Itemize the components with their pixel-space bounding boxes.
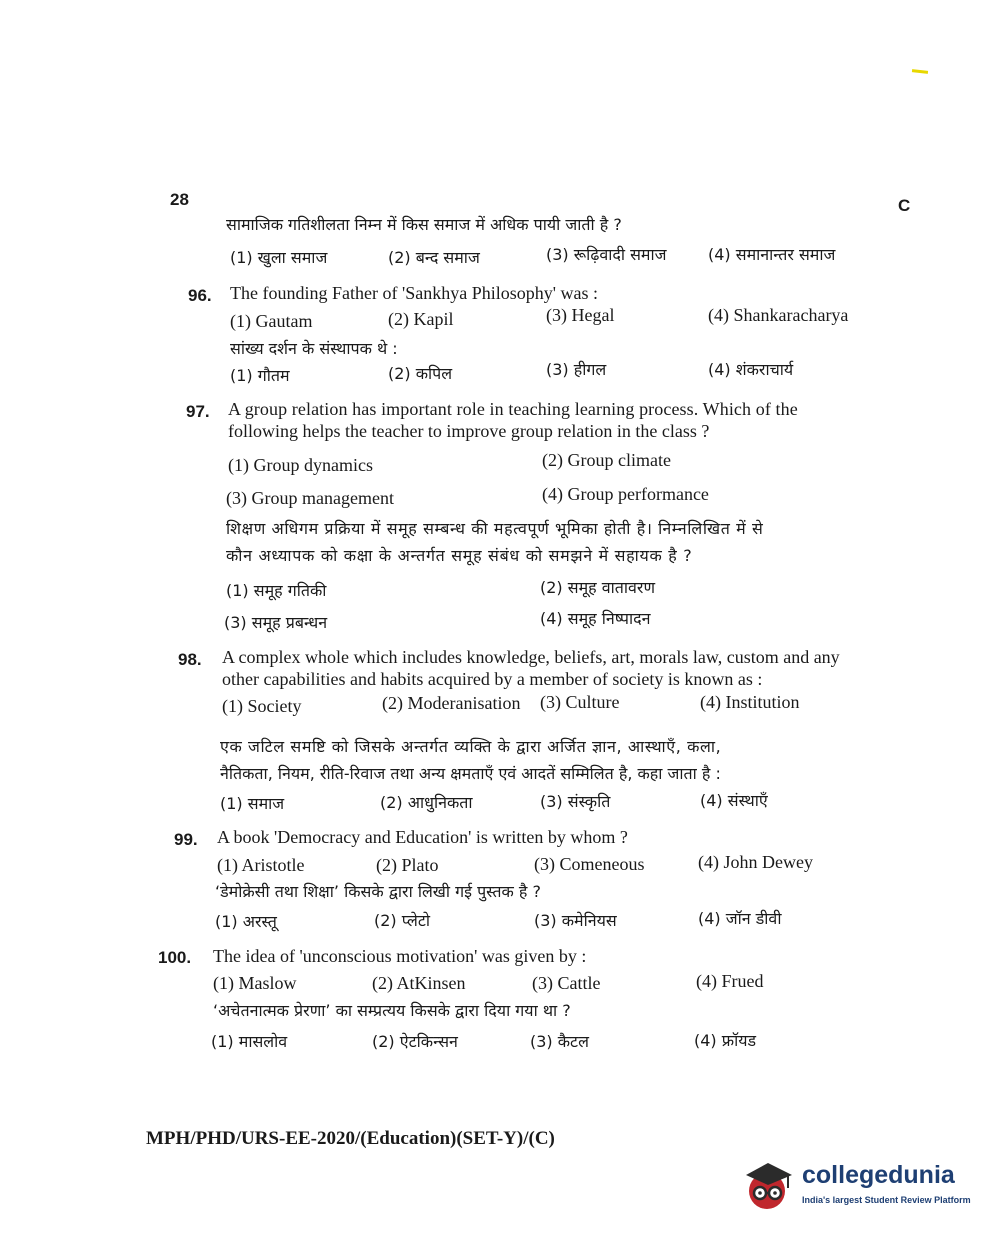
q99-hindi-option-4: (4) जॉन डीवी xyxy=(698,909,782,928)
q95-hindi-option-1: (1) खुला समाज xyxy=(230,248,328,267)
q95-hindi-option-4: (4) समानान्तर समाज xyxy=(708,245,836,264)
q95-hindi-option-2: (2) बन्द समाज xyxy=(388,248,480,267)
q96-option-3: (3) Hegal xyxy=(546,305,615,325)
q98-hindi-question-line-2: नैतिकता, नियम, रीति-रिवाज तथा अन्य क्षमताएँ एवं आदतें सम्मिलित है, कहा जाता है : xyxy=(220,764,721,783)
q98-option-1: (1) Society xyxy=(222,696,302,716)
q100-hindi-option-1: (1) मासलोव xyxy=(211,1032,288,1051)
q96-hindi-option-4: (4) शंकराचार्य xyxy=(708,360,794,379)
highlighter-mark xyxy=(912,69,928,74)
q99-option-3: (3) Comeneous xyxy=(534,854,645,874)
q97-option-1: (1) Group dynamics xyxy=(228,455,373,475)
q99-option-2: (2) Plato xyxy=(376,855,439,875)
q96-hindi-option-1: (1) गौतम xyxy=(230,366,290,385)
q98-question-line-1: A complex whole which includes knowledge, beliefs, art, morals law, custom and any xyxy=(222,647,840,667)
q97-hindi-option-2: (2) समूह वातावरण xyxy=(540,578,656,597)
q98-hindi-option-2: (2) आधुनिकता xyxy=(380,793,473,812)
q99-question: A book 'Democracy and Education' is written by whom ? xyxy=(217,827,628,847)
q97-option-2: (2) Group climate xyxy=(542,450,671,470)
footer-exam-code: MPH/PHD/URS-EE-2020/(Education)(SET-Y)/(C) xyxy=(146,1128,555,1149)
q98-number: 98. xyxy=(178,650,202,669)
q99-number: 99. xyxy=(174,830,198,849)
q97-question-line-2: following helps the teacher to improve group relation in the class ? xyxy=(228,421,710,441)
collegedunia-mascot-icon xyxy=(740,1155,798,1213)
q99-option-4: (4) John Dewey xyxy=(698,852,813,872)
q95-hindi-question: सामाजिक गतिशीलता निम्न में किस समाज में अधिक पायी जाती है ? xyxy=(226,215,622,234)
q97-question-line-1: A group relation has important role in teaching learning process. Which of the xyxy=(228,399,798,419)
q98-option-3: (3) Culture xyxy=(540,692,620,712)
q96-option-1: (1) Gautam xyxy=(230,311,313,331)
q96-number: 96. xyxy=(188,286,212,305)
q97-hindi-question-line-1: शिक्षण अधिगम प्रक्रिया में समूह सम्बन्ध की महत्वपूर्ण भूमिका होती है। निम्नलिखित में से xyxy=(226,519,764,538)
q100-option-4: (4) Frued xyxy=(696,971,764,991)
q100-number: 100. xyxy=(158,948,192,967)
q96-option-4: (4) Shankaracharya xyxy=(708,305,849,325)
q97-hindi-option-4: (4) समूह निष्पादन xyxy=(540,609,651,628)
q97-hindi-option-3: (3) समूह प्रबन्धन xyxy=(224,613,328,632)
q99-hindi-option-2: (2) प्लेटो xyxy=(374,911,431,930)
q99-hindi-option-3: (3) कमेनियस xyxy=(534,911,617,930)
q96-hindi-option-3: (3) हीगल xyxy=(546,360,607,379)
q97-option-3: (3) Group management xyxy=(226,488,394,508)
q96-option-2: (2) Kapil xyxy=(388,309,454,329)
q99-hindi-question: ‘डेमोक्रेसी तथा शिक्षा’ किसके द्वारा लिखी गई पुस्तक है ? xyxy=(215,882,541,901)
q100-hindi-question: ‘अचेतनात्मक प्रेरणा’ का सम्प्रत्यय किसके द्वारा दिया गया था ? xyxy=(213,1001,571,1020)
q97-hindi-question-line-2: कौन अध्यापक को कक्षा के अन्तर्गत समूह संबंध को समझने में सहायक है ? xyxy=(226,546,693,565)
q99-option-1: (1) Aristotle xyxy=(217,855,305,875)
page-number: 28 xyxy=(170,190,189,209)
q100-hindi-option-3: (3) कैटल xyxy=(530,1032,589,1051)
q98-option-2: (2) Moderanisation xyxy=(382,693,521,713)
set-code: C xyxy=(898,196,911,215)
q100-option-3: (3) Cattle xyxy=(532,973,601,993)
q100-hindi-option-4: (4) फ्रॉयड xyxy=(694,1031,757,1050)
q97-hindi-option-1: (1) समूह गतिकी xyxy=(226,581,327,600)
q96-question: The founding Father of 'Sankhya Philosophy' was : xyxy=(230,283,598,303)
q100-option-1: (1) Maslow xyxy=(213,973,297,993)
q96-hindi-option-2: (2) कपिल xyxy=(388,364,453,383)
q98-option-4: (4) Institution xyxy=(700,692,800,712)
q99-hindi-option-1: (1) अरस्तू xyxy=(215,912,277,931)
q98-hindi-option-1: (1) समाज xyxy=(220,794,285,813)
q98-hindi-option-3: (3) संस्कृति xyxy=(540,792,611,811)
logo-tagline: India's largest Student Review Platform xyxy=(802,1195,971,1205)
q98-hindi-question-line-1: एक जटिल समष्टि को जिसके अन्तर्गत व्यक्ति के द्वारा अर्जित ज्ञान, आस्थाएँ, कला, xyxy=(220,737,722,756)
q97-number: 97. xyxy=(186,402,210,421)
q95-hindi-option-3: (3) रूढ़िवादी समाज xyxy=(546,245,667,264)
q96-hindi-question: सांख्य दर्शन के संस्थापक थे : xyxy=(230,339,398,358)
q98-hindi-option-4: (4) संस्थाएँ xyxy=(700,791,768,810)
q100-option-2: (2) AtKinsen xyxy=(372,973,466,993)
collegedunia-logo xyxy=(740,1155,980,1215)
q100-hindi-option-2: (2) ऐटकिन्सन xyxy=(372,1032,458,1051)
q97-option-4: (4) Group performance xyxy=(542,484,709,504)
logo-wordmark: collegedunia xyxy=(802,1161,955,1189)
q100-question: The idea of 'unconscious motivation' was given by : xyxy=(213,946,587,966)
q98-question-line-2: other capabilities and habits acquired by a member of society is known as : xyxy=(222,669,763,689)
